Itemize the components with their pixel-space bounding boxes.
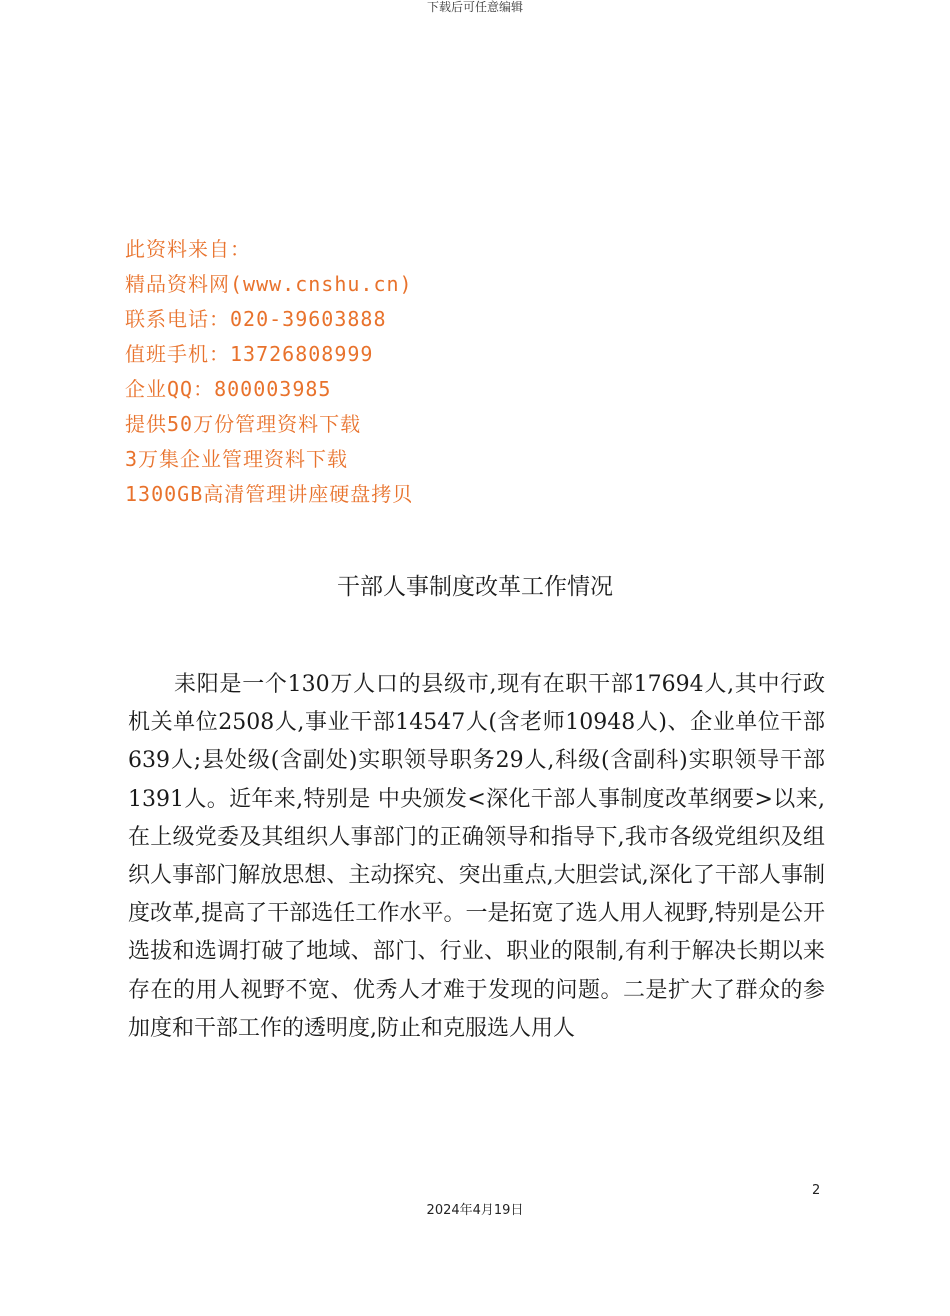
promo-offer-line: 提供50万份管理资料下载 bbox=[125, 412, 362, 436]
promo-qq-line: 企业QQ：800003985 bbox=[125, 377, 332, 401]
promo-mobile-line: 值班手机：13726808999 bbox=[125, 342, 374, 366]
promo-offer-line: 3万集企业管理资料下载 bbox=[125, 447, 349, 471]
promo-phone-line: 联系电话：020-39603888 bbox=[125, 307, 387, 331]
header-note: 下载后可任意编辑 bbox=[426, 0, 523, 14]
promo-block bbox=[125, 232, 645, 512]
promo-website-line: 精品资料网(www.cnshu.cn) bbox=[125, 272, 413, 296]
page-number: 2 bbox=[812, 1183, 821, 1198]
footer-date: 2024年4月19日 bbox=[426, 1203, 524, 1218]
promo-offer-line: 1300GB高清管理讲座硬盘拷贝 bbox=[125, 482, 414, 506]
body-paragraph: 耒阳是一个130万人口的县级市,现有在职干部17694人,其中行政机关单位2508人,事业干部14547人(含老师10948人)、企业单位干部639人;县处级(含副处)实职领导职务29人,科级(含副科)实职领导干部1391人。近年来,特别是 中央颁发<深化干部人事制度改革纲要>以来,在上级党委及其组织人事部门的正确领导和指导下,我市各级党组织及组织人事部门解放思想、主动探究、突出重点,大胆尝试,深化了干部人事制度改革,提高了干部选任工作水平。一是拓宽了选人用人视野,特别是公开选拔和选调打破了地域、部门、行业、职业的限制,有利于解决长期以来存在的用人视野不宽、优秀人才难于发现的问题。二是扩大了群众的参加度和干部工作的透明度,防止和克服选人用人 bbox=[128, 672, 825, 1041]
promo-source-line: 此资料来自： bbox=[125, 237, 251, 261]
document-title: 干部人事制度改革工作情况 bbox=[337, 574, 613, 600]
